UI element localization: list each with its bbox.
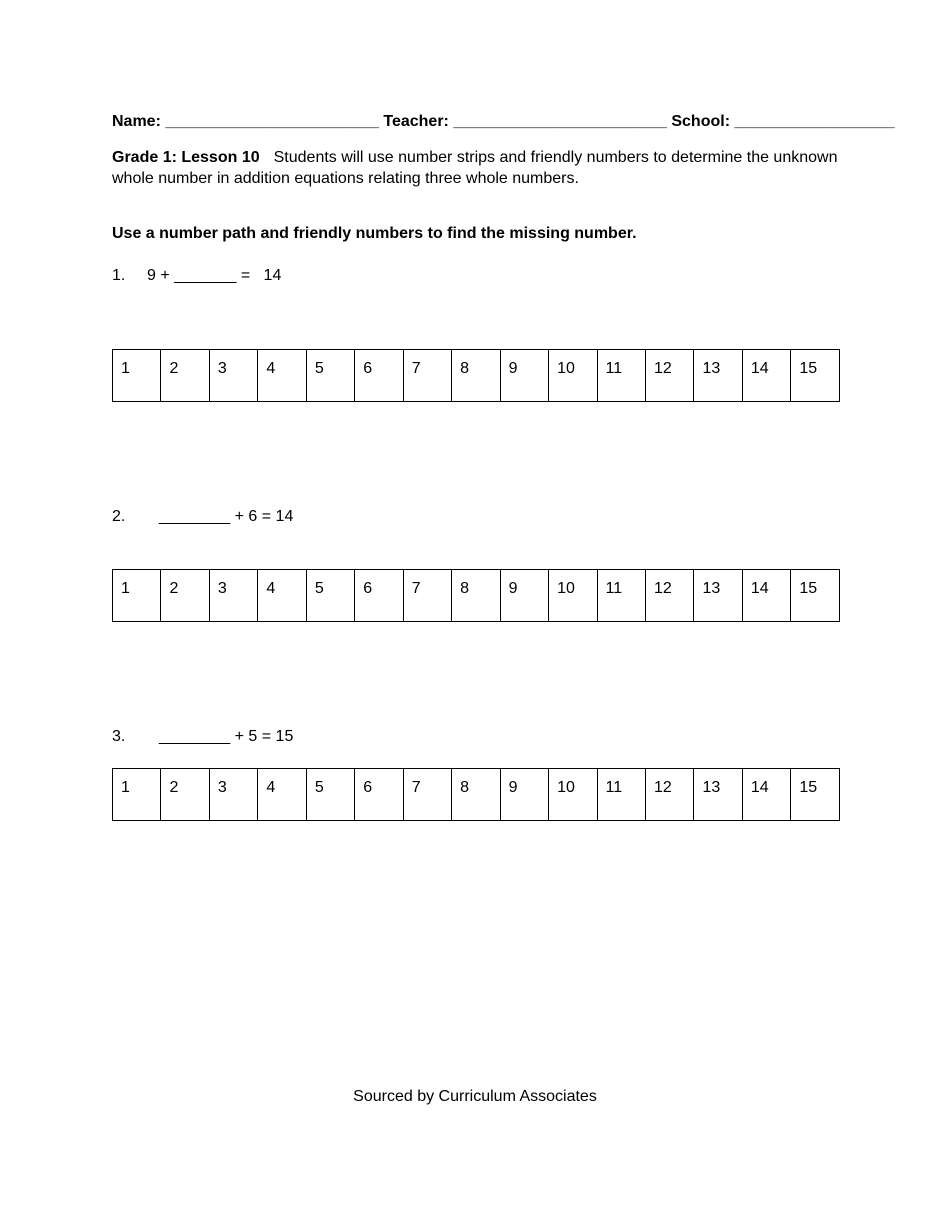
- teacher-field[interactable]: ________________________: [453, 113, 667, 130]
- number-path-cell: 4: [258, 350, 306, 402]
- number-path-cell: 9: [500, 570, 548, 622]
- lesson-title: Grade 1: Lesson 10: [112, 149, 260, 166]
- teacher-label: Teacher:: [383, 113, 449, 130]
- number-path-1: [112, 349, 840, 402]
- number-path-cell: 15: [791, 350, 840, 402]
- problem-number: 3.: [112, 728, 126, 745]
- number-path-cell: 4: [258, 769, 306, 821]
- number-path-cell: 15: [791, 769, 840, 821]
- number-path-cell: 7: [403, 769, 451, 821]
- number-path-cell: 8: [452, 769, 500, 821]
- number-path-row: [113, 769, 840, 821]
- number-path-cell: 9: [500, 769, 548, 821]
- student-info-line: [112, 112, 895, 132]
- footer-source: Sourced by Curriculum Associates: [353, 1088, 597, 1105]
- problem-equation[interactable]: ________ + 5 = 15: [159, 728, 294, 745]
- number-path-cell: 5: [306, 769, 354, 821]
- number-path-cell: 11: [597, 570, 645, 622]
- number-path-cell: 7: [403, 570, 451, 622]
- name-field[interactable]: ________________________: [165, 113, 379, 130]
- number-path-cell: 2: [161, 769, 209, 821]
- instructions: Use a number path and friendly numbers to find the missing number.: [112, 225, 637, 242]
- number-path-cell: 4: [258, 570, 306, 622]
- number-path-cell: 7: [403, 350, 451, 402]
- number-path-cell: 6: [355, 769, 403, 821]
- lesson-text: Students will use number strips and friendly numbers to determine the unknown whole number in addition equations relating three whole numbers.: [112, 149, 838, 187]
- name-label: Name:: [112, 113, 161, 130]
- number-path-cell: 13: [694, 570, 742, 622]
- number-path-cell: 12: [645, 570, 693, 622]
- number-path-cell: 13: [694, 350, 742, 402]
- number-path-cell: 1: [113, 769, 161, 821]
- number-path-cell: 11: [597, 350, 645, 402]
- number-path-cell: 1: [113, 570, 161, 622]
- number-path-cell: 12: [645, 350, 693, 402]
- number-path-cell: 6: [355, 570, 403, 622]
- problem-number: 1.: [112, 267, 126, 284]
- number-path-cell: 10: [549, 350, 597, 402]
- problem-2: [112, 507, 293, 527]
- number-path-cell: 6: [355, 350, 403, 402]
- number-path-cell: 3: [209, 350, 257, 402]
- number-path-cell: 3: [209, 570, 257, 622]
- number-path-3: [112, 768, 840, 821]
- number-path-row: [113, 350, 840, 402]
- problem-3: [112, 727, 293, 747]
- number-path-row: [113, 570, 840, 622]
- number-path-cell: 8: [452, 350, 500, 402]
- number-path-cell: 5: [306, 570, 354, 622]
- problem-1: [112, 266, 281, 286]
- number-path-cell: 11: [597, 769, 645, 821]
- number-path-cell: 8: [452, 570, 500, 622]
- number-path-cell: 10: [549, 769, 597, 821]
- number-path-cell: 5: [306, 350, 354, 402]
- number-path-cell: 10: [549, 570, 597, 622]
- number-path-cell: 3: [209, 769, 257, 821]
- problem-number: 2.: [112, 508, 126, 525]
- number-path-2: [112, 569, 840, 622]
- problem-equation[interactable]: ________ + 6 = 14: [159, 508, 294, 525]
- number-path-cell: 14: [742, 350, 790, 402]
- number-path-cell: 9: [500, 350, 548, 402]
- number-path-cell: 2: [161, 570, 209, 622]
- number-path-cell: 14: [742, 769, 790, 821]
- problem-equation[interactable]: 9 + _______ = 14: [147, 267, 282, 284]
- number-path-cell: 2: [161, 350, 209, 402]
- lesson-description: [112, 147, 842, 189]
- number-path-cell: 12: [645, 769, 693, 821]
- number-path-cell: 15: [791, 570, 840, 622]
- number-path-cell: 14: [742, 570, 790, 622]
- school-field[interactable]: __________________: [734, 113, 895, 130]
- school-label: School:: [671, 113, 731, 130]
- number-path-cell: 13: [694, 769, 742, 821]
- number-path-cell: 1: [113, 350, 161, 402]
